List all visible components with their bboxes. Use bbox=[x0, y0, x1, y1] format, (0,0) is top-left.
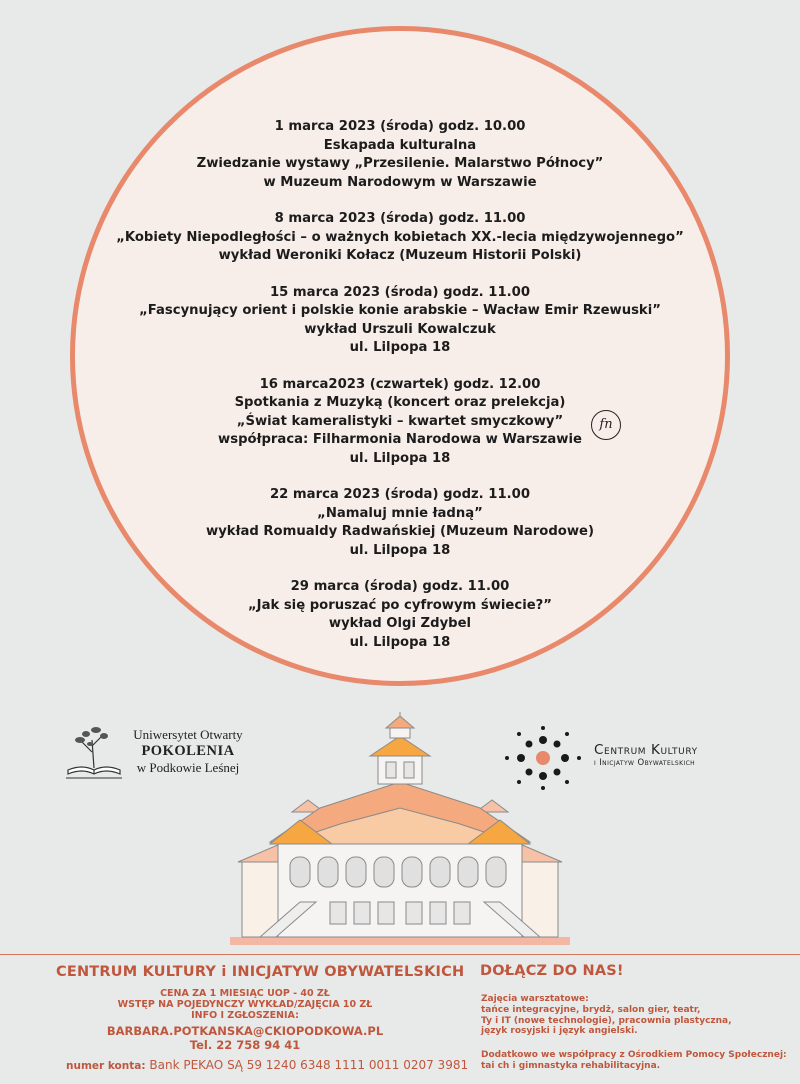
contact-info bbox=[90, 1024, 400, 1052]
price-monthly: CENA ZA 1 MIESIĄC UOP - 40 ZŁ bbox=[160, 988, 330, 999]
workshops-line: Zajęcia warsztatowe: bbox=[481, 994, 589, 1004]
filharmonia-logo-icon: fn bbox=[591, 410, 621, 440]
account-label: numer konta: bbox=[66, 1060, 146, 1072]
event-line: ul. Lilpopa 18 bbox=[349, 340, 451, 355]
info-label: INFO I ZGŁOSZENIA: bbox=[191, 1010, 299, 1021]
bank-account bbox=[66, 1058, 468, 1072]
event-line: wykład Olgi Zdybel bbox=[328, 616, 472, 631]
event-line: wykład Romualdy Radwańskiej (Muzeum Narodowe) bbox=[206, 524, 594, 539]
building-illustration bbox=[220, 712, 580, 952]
event-line: ul. Lilpopa 18 bbox=[349, 634, 451, 650]
event-3 bbox=[110, 284, 690, 358]
workshops-line: Ty i IT (nowe technologie), pracownia plastyczna, bbox=[481, 1015, 732, 1026]
ck-line1: Centrum Kultury bbox=[594, 742, 698, 758]
event-line: „Świat kameralistyki – kwartet smyczkowy” bbox=[236, 413, 564, 429]
event-line: współpraca: Filharmonia Narodowa w Warszawie bbox=[218, 432, 582, 447]
extra-line: tai ch i gimnastyka rehabilitacyjna. bbox=[481, 1060, 661, 1071]
join-heading: DOŁĄCZ DO NAS! bbox=[480, 963, 624, 979]
email-link[interactable]: BARBARA.POTKANSKA@CKIOPODKOWA.PL bbox=[106, 1024, 384, 1038]
event-6 bbox=[110, 578, 690, 652]
ck-line2: i Inicjatyw Obywatelskich bbox=[594, 758, 696, 768]
event-date: 22 marca 2023 (środa) godz. 11.00 bbox=[269, 487, 530, 502]
event-2 bbox=[110, 210, 690, 266]
uni-line2: POKOLENIA bbox=[141, 743, 235, 759]
uni-line1: Uniwersytet Otwarty bbox=[133, 727, 243, 742]
event-line: w Muzeum Narodowym w Warszawie bbox=[263, 174, 537, 190]
ck-logo-text bbox=[594, 742, 698, 768]
event-line: ul. Lilpopa 18 bbox=[349, 450, 451, 466]
extra-line: Dodatkowo we współpracy z Ośrodkiem Pomocy Społecznej: bbox=[481, 1050, 787, 1060]
price-info bbox=[90, 988, 400, 1021]
event-5 bbox=[110, 486, 690, 560]
event-line: Spotkania z Muzyką (koncert oraz prelekcja) bbox=[234, 395, 566, 410]
footer-title: CENTRUM KULTURY i INICJATYW OBYWATELSKICH bbox=[56, 964, 465, 980]
event-date: 1 marca 2023 (środa) godz. 10.00 bbox=[274, 119, 526, 134]
account-number: Bank PEKAO SĄ 59 1240 6348 1111 0011 0207 3981 bbox=[149, 1058, 469, 1072]
event-line: wykład Urszuli Kowalczuk bbox=[304, 321, 496, 337]
event-date: 29 marca (środa) godz. 11.00 bbox=[290, 579, 510, 594]
workshops-line: język rosyjski i język angielski. bbox=[481, 1026, 638, 1037]
event-line: „Fascynujący orient i polskie konie arabskie – Wacław Emir Rzewuski” bbox=[139, 303, 661, 318]
event-date: 8 marca 2023 (środa) godz. 11.00 bbox=[274, 211, 526, 226]
event-date: 16 marca2023 (czwartek) godz. 12.00 bbox=[259, 376, 541, 392]
event-date: 15 marca 2023 (środa) godz. 11.00 bbox=[269, 284, 530, 300]
event-line: Zwiedzanie wystawy „Przesilenie. Malarstwo Północy” bbox=[196, 156, 604, 171]
event-line: ul. Lilpopa 18 bbox=[349, 542, 451, 558]
event-line: wykład Weroniki Kołacz (Muzeum Historii Polski) bbox=[218, 248, 582, 263]
workshops-line: tańce integracyjne, brydż, salon gier, teatr, bbox=[481, 1004, 701, 1015]
event-1 bbox=[110, 118, 690, 192]
phone-number: Tel. 22 758 94 41 bbox=[189, 1038, 301, 1052]
event-line: Eskapada kulturalna bbox=[323, 137, 477, 153]
event-line: „Jak się poruszać po cyfrowym świecie?” bbox=[248, 597, 552, 613]
extra-info bbox=[481, 1050, 787, 1072]
uni-line3: w Podkowie Leśnej bbox=[136, 760, 240, 775]
event-line: „Kobiety Niepodległości – o ważnych kobietach XX.-lecia międzywojennego” bbox=[116, 229, 684, 245]
events-list bbox=[110, 118, 690, 670]
workshops-list bbox=[481, 994, 732, 1037]
event-line: „Namaluj mnie ładną” bbox=[317, 505, 483, 521]
price-single: WSTĘP NA POJEDYNCZY WYKŁAD/ZAJĘCIA 10 ZŁ bbox=[117, 999, 373, 1010]
